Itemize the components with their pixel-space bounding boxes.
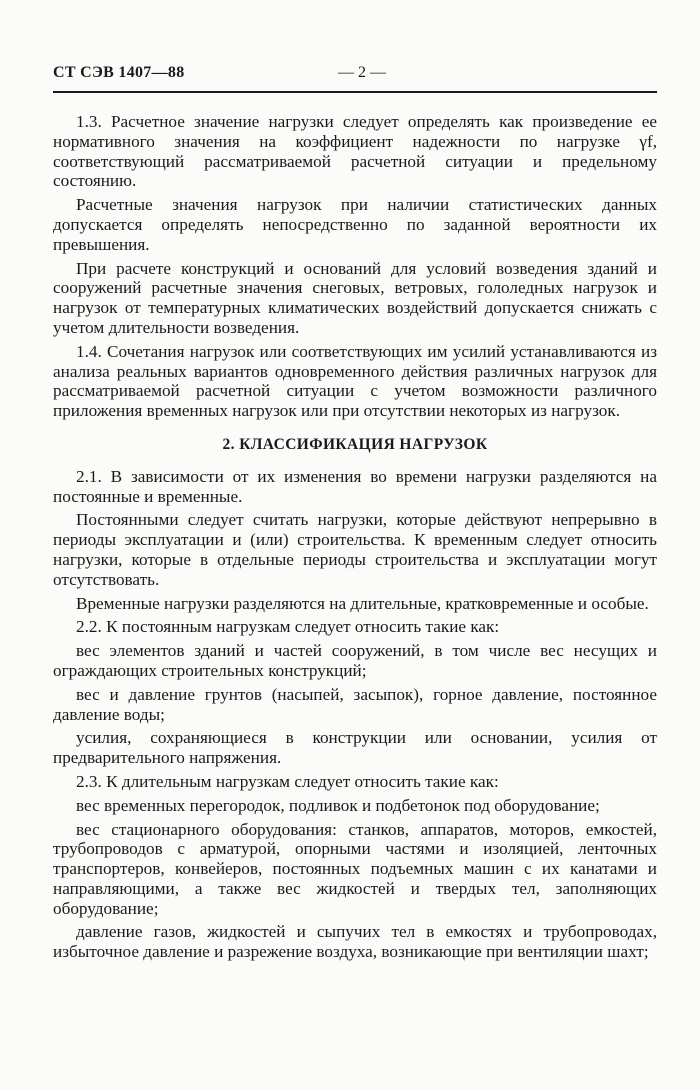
section-heading: 2. КЛАССИФИКАЦИЯ НАГРУЗОК: [222, 435, 488, 453]
header-divider: [53, 91, 657, 93]
list-item-partitions: вес временных перегородок, подливок и подбетонок под оборудование;: [76, 795, 600, 815]
paragraph-1-4: 1.4. Сочетания нагрузок или соответствующих им усилий устанавливаются из анализа реальных вариантов одновременного действия различных нагрузок для рассматриваемой расчетной ситуации с учетом возможности различного приложения временных нагрузок или при отсутствии некоторых из нагрузок.: [53, 341, 657, 421]
paragraph-design-values: Расчетные значения нагрузок при наличии статистических данных допускается определять непосредственно по заданной вероятности их превышения.: [53, 195, 657, 254]
document-body: [53, 112, 657, 966]
list-item-soil-pressure: вес и давление грунтов (насыпей, засыпок), горное давление, постоянное давление воды;: [53, 684, 657, 724]
list-item-prestress: усилия, сохраняющиеся в конструкции или основании, усилия от предварительного напряжения.: [53, 728, 657, 768]
paragraph-1-3: 1.3. Расчетное значение нагрузки следует определять как произведение ее нормативного значения на коэффициент надежности по нагрузке γf, соответствующий рассматриваемой расчетной ситуации и предельному состоянию.: [53, 112, 657, 191]
paragraph-temporary-loads: Временные нагрузки разделяются на длительные, кратковременные и особые.: [76, 593, 649, 613]
page-header: [53, 64, 653, 88]
list-item-weight: вес элементов зданий и частей сооружений, в том числе вес несущих и ограждающих строительных конструкций;: [53, 641, 657, 680]
document-code: СТ СЭВ 1407—88: [53, 64, 185, 81]
paragraph-permanent-loads: Постоянными следует считать нагрузки, которые действуют непрерывно в периоды эксплуатации и (или) строительства. К временным следует относить нагрузки, которые в отдельные периоды строительства и эксплуатации могут отсутствовать.: [53, 510, 657, 589]
paragraph-construction-loads: При расчете конструкций и оснований для условий возведения зданий и сооружений расчетные значения снеговых, ветровых, гололедных нагрузок и нагрузок от температурных климатических воздействий допускается снижать с учетом длительности возведения.: [53, 258, 657, 337]
paragraph-2-2: 2.2. К постоянным нагрузкам следует относить такие как:: [76, 617, 500, 637]
paragraph-2-1: 2.1. В зависимости от их изменения во времени нагрузки разделяются на постоянные и временные.: [53, 466, 657, 506]
page-number: — 2 —: [338, 64, 386, 81]
list-item-equipment: вес стационарного оборудования: станков, аппаратов, моторов, емкостей, трубопроводов с арматурой, опорными частями и изоляцией, ленточных транспортеров, конвейеров, постоянных подъемных машин с их канатами и направляющими, а также вес жидкостей и твердых тел, заполняющих оборудование;: [53, 819, 657, 918]
list-item-gas-pressure: давление газов, жидкостей и сыпучих тел в емкостях и трубопроводах, избыточное давление и разрежение воздуха, возникающие при вентиляции шахт;: [53, 922, 657, 962]
paragraph-2-3: 2.3. К длительным нагрузкам следует относить такие как:: [76, 771, 499, 791]
